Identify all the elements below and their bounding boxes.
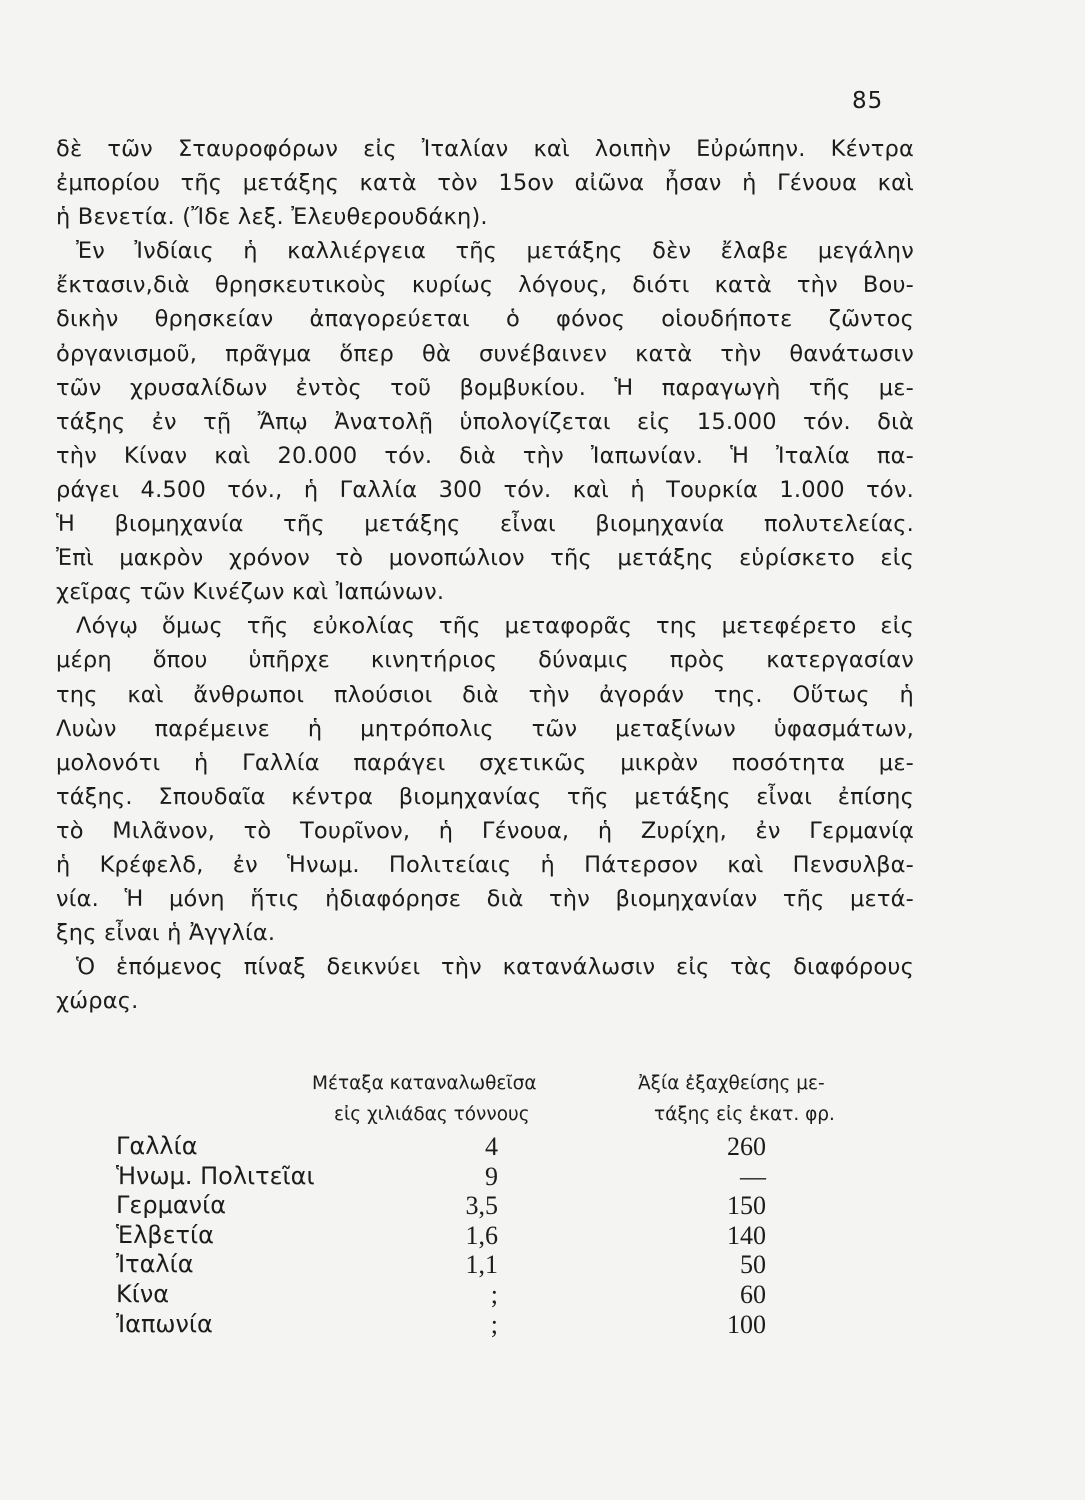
consumption-table <box>0 1132 1085 1339</box>
text-line: της καὶ ἄνθρωποι πλούσιοι διὰ τὴν ἀγοράν της. Οὕτως ἡ <box>56 681 914 708</box>
text-line: τὸ Μιλᾶνον, τὸ Τουρῖνον, ἡ Γένουα, ἡ Ζυρίχη, ἐν Γερμανίᾳ <box>56 817 914 844</box>
consumption-cell: 9 <box>485 1161 498 1191</box>
value-cell: 100 <box>727 1309 766 1339</box>
value-cell: — <box>740 1161 766 1191</box>
country-cell: Ἰταλία <box>116 1250 194 1279</box>
text-line: τὴν Κίναν καὶ 20.000 τόν. διὰ τὴν Ἰαπωνίαν. Ἡ Ἰταλία πα- <box>56 442 914 469</box>
table-row <box>0 1191 1085 1221</box>
country-cell: Γαλλία <box>116 1132 198 1160</box>
text-line: Ὁ ἑπόμενος πίναξ δεικνύει τὴν κατανάλωσιν εἰς τὰς διαφόρους <box>76 954 914 981</box>
value-cell: 150 <box>727 1191 766 1221</box>
country-cell: Ἰαπωνία <box>116 1309 213 1338</box>
value-header-line2: τάξης εἰς ἑκατ. φρ. <box>654 1104 835 1125</box>
text-line: μολονότι ἡ Γαλλία παράγει σχετικῶς μικρὰν ποσότητα με- <box>56 749 914 776</box>
value-cell: 260 <box>727 1132 766 1161</box>
consumption-cell: 1,6 <box>465 1220 498 1250</box>
text-line: δὲ τῶν Σταυροφόρων εἰς Ἰταλίαν καὶ λοιπὴν Εὐρώπην. Κέντρα <box>56 136 914 162</box>
text-line: χεῖρας τῶν Κινέζων καὶ Ἰαπώνων. <box>56 579 445 606</box>
table-header <box>0 1068 1085 1132</box>
table-row <box>0 1280 1085 1310</box>
text-line: νία. Ἡ μόνη ἥτις ἠδιαφόρησε διὰ τὴν βιομηχανίαν τῆς μετά- <box>56 886 914 913</box>
consumption-cell: 3,5 <box>465 1191 498 1221</box>
text-line: τῶν χρυσαλίδων ἐντὸς τοῦ βομβυκίου. Ἡ παραγωγὴ τῆς με- <box>56 374 914 401</box>
country-cell: Ἡνωμ. Πολιτεῖαι <box>116 1161 315 1190</box>
value-header-line1: Ἀξία ἐξαχθείσης με- <box>638 1073 825 1094</box>
table-row <box>0 1132 1085 1162</box>
text-line: χώρας. <box>56 988 139 1015</box>
value-cell: 50 <box>740 1250 766 1280</box>
text-line: ὀργανισμοῦ, πρᾶγμα ὅπερ θὰ συνέβαινεν κατὰ τὴν θανάτωσιν <box>56 340 914 367</box>
country-cell: Γερμανία <box>116 1191 227 1220</box>
text-line: ἔκτασιν,διὰ θρησκευτικοὺς κυρίως λόγους, διότι κατὰ τὴν Βου- <box>56 272 914 299</box>
text-line: δικὴν θρησκείαν ἀπαγορεύεται ὁ φόνος οἱουδήποτε ζῶντος <box>56 306 914 333</box>
text-line: Λυὼν παρέμεινε ἡ μητρόπολις τῶν μεταξίνων ὑφασμάτων, <box>56 715 914 742</box>
text-line: ἡ Κρέφελδ, ἐν Ἡνωμ. Πολιτείαις ἡ Πάτερσον καὶ Πενσυλβα- <box>56 851 914 878</box>
text-line: τάξης ἐν τῇ Ἄπῳ Ἀνατολῇ ὑπολογίζεται εἰς 15.000 τόν. διὰ <box>56 408 914 435</box>
text-line: Ἡ βιομηχανία τῆς μετάξης εἶναι βιομηχανία πολυτελείας. <box>56 511 914 538</box>
value-cell: 60 <box>740 1279 766 1309</box>
consumption-cell: 1,1 <box>465 1250 498 1280</box>
text-line: ξης εἶναι ἡ Ἀγγλία. <box>56 920 276 947</box>
text-line: ράγει 4.500 τόν., ἡ Γαλλία 300 τόν. καὶ ἡ Τουρκία 1.000 τόν. <box>56 476 914 503</box>
text-line: μέρη ὅπου ὑπῆρχε κινητήριος δύναμις πρὸς κατεργασίαν <box>56 647 914 674</box>
consumption-header-line2: εἰς χιλιάδας τόννους <box>334 1104 530 1125</box>
table-row <box>0 1221 1085 1251</box>
table-row <box>0 1310 1085 1340</box>
table-row <box>0 1250 1085 1280</box>
country-cell: Ἑλβετία <box>116 1220 214 1249</box>
text-line: Ἐν Ἰνδίαις ἡ καλλιέργεια τῆς μετάξης δὲν ἔλαβε μεγάλην <box>76 238 914 265</box>
table-row <box>0 1162 1085 1192</box>
country-cell: Κίνα <box>116 1279 170 1308</box>
value-cell: 140 <box>727 1220 766 1250</box>
body-text <box>56 132 914 1018</box>
text-line: τάξης. Σπουδαῖα κέντρα βιομηχανίας τῆς μετάξης εἶναι ἐπίσης <box>56 783 914 810</box>
text-line: Ἐπὶ μακρὸν χρόνον τὸ μονοπώλιον τῆς μετάξης εὑρίσκετο εἰς <box>56 545 914 572</box>
consumption-header-line1: Μέταξα καταναλωθεῖσα <box>312 1073 537 1094</box>
text-line: ἡ Βενετία. (Ἴδε λεξ. Ἐλευθερουδάκη). <box>56 204 488 231</box>
page-number: 85 <box>852 88 884 114</box>
consumption-cell: ; <box>490 1279 498 1309</box>
text-line: Λόγῳ ὅμως τῆς εὐκολίας τῆς μεταφορᾶς της μετεφέρετο εἰς <box>76 613 914 640</box>
consumption-cell: 4 <box>485 1132 498 1161</box>
text-line: ἐμπορίου τῆς μετάξης κατὰ τὸν 15ον αἰῶνα ἦσαν ἡ Γένουα καὶ <box>56 170 914 197</box>
consumption-cell: ; <box>490 1309 498 1339</box>
